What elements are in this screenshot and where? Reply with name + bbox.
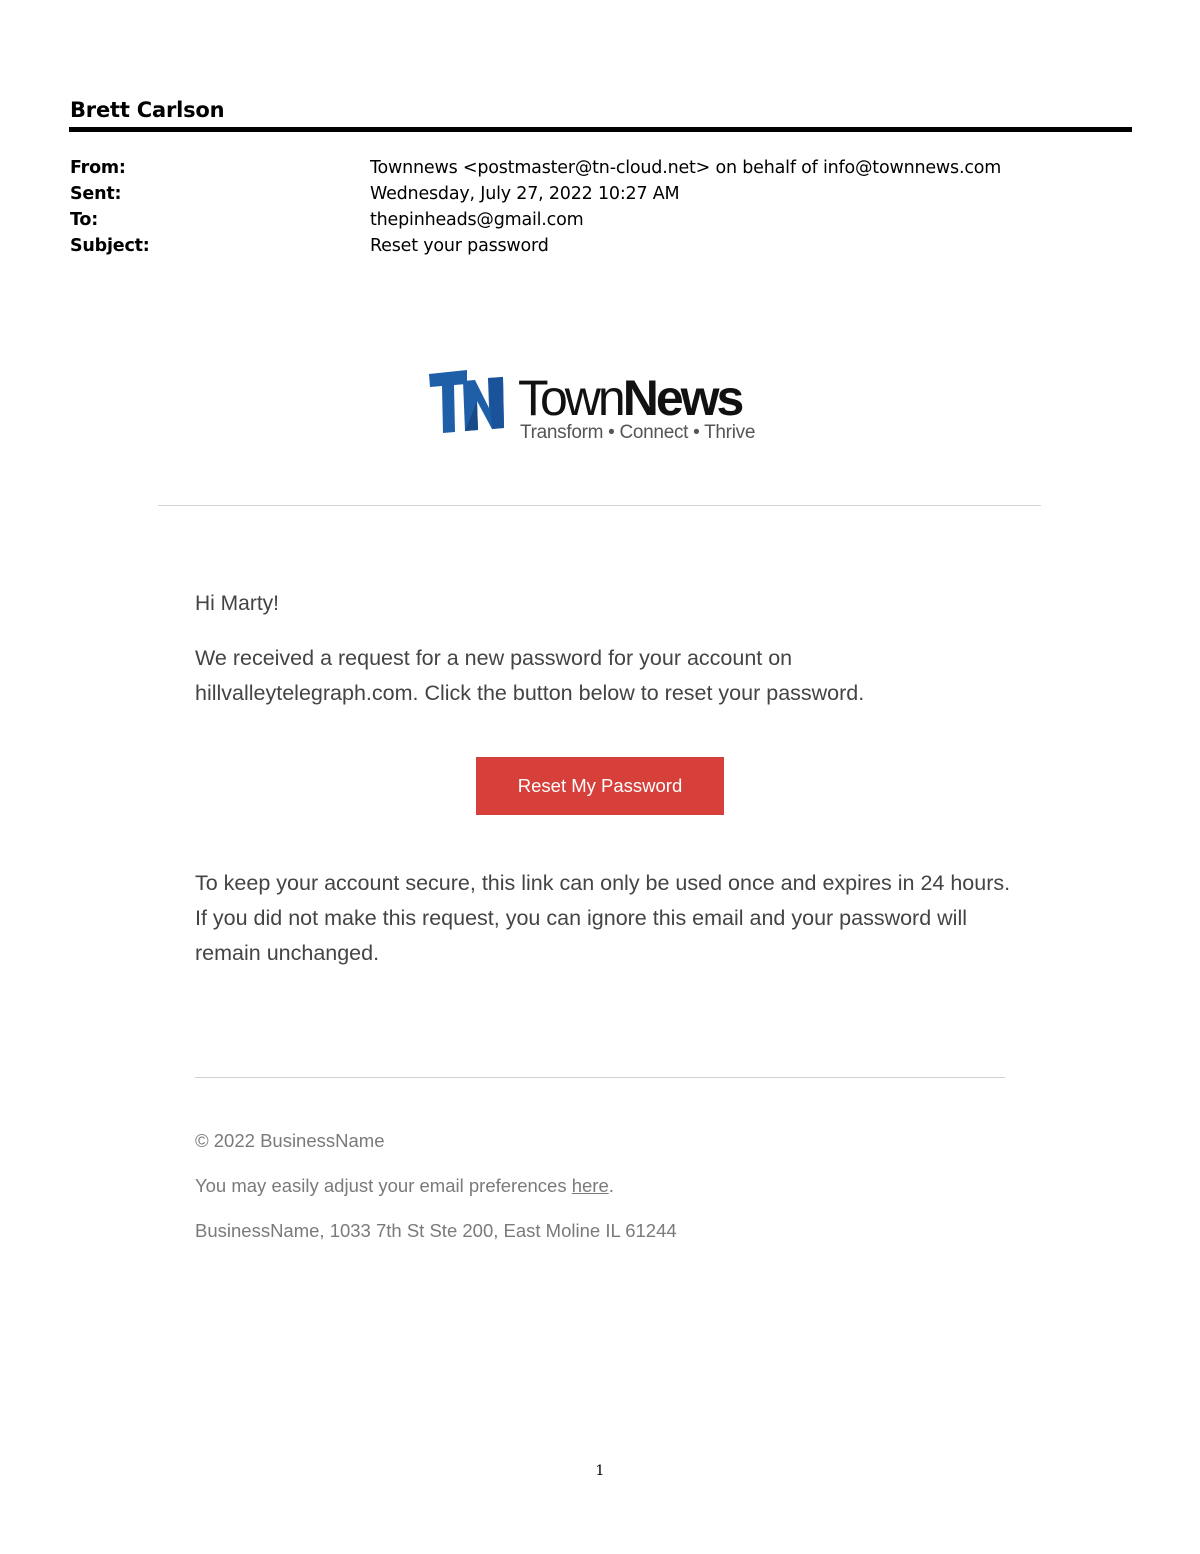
request-paragraph: We received a request for a new password for your account on hillvalleytelegraph.com. Click the button below to reset your password. xyxy=(195,646,865,705)
header-sent-row xyxy=(70,181,1132,207)
sent-label: Sent: xyxy=(70,184,122,204)
preferences-period: . xyxy=(608,1175,614,1196)
townnews-logo xyxy=(427,368,772,450)
header-subject-row xyxy=(70,233,1132,259)
sent-value: Wednesday, July 27, 2022 10:27 AM xyxy=(370,184,680,204)
to-label: To: xyxy=(70,210,99,230)
footer-preferences xyxy=(195,1173,614,1199)
header-to-row xyxy=(70,207,1132,233)
tn-mark-letters: TN xyxy=(467,410,469,411)
subject-value: Reset your password xyxy=(370,236,549,256)
preferences-text: You may easily adjust your email preferences xyxy=(195,1175,572,1196)
page-number: 1 xyxy=(595,1463,605,1479)
email-headers xyxy=(70,155,1132,259)
from-label: From: xyxy=(70,158,126,178)
footer-address: BusinessName, 1033 7th St Ste 200, East Moline IL 61244 xyxy=(195,1220,677,1241)
sheet-owner-name: Brett Carlson xyxy=(70,98,225,122)
from-value: Townnews <postmaster@tn-cloud.net> on behalf of info@townnews.com xyxy=(370,158,1002,178)
security-paragraph: To keep your account secure, this link can only be used once and expires in 24 hours. If you did not make this request, you can ignore this email and your password will remain unchanged. xyxy=(195,871,1011,965)
subject-label: Subject: xyxy=(70,236,150,256)
preferences-link[interactable]: here xyxy=(571,1175,609,1196)
to-value: thepinheads@gmail.com xyxy=(370,210,584,230)
logo-divider xyxy=(158,505,1041,506)
owner-divider xyxy=(69,127,1132,132)
tn-mark-icon xyxy=(427,370,507,436)
footer-copyright: © 2022 BusinessName xyxy=(195,1130,385,1151)
greeting: Hi Marty! xyxy=(195,592,279,615)
logo-wordmark xyxy=(518,368,741,428)
header-from-row xyxy=(70,155,1132,181)
reset-password-button[interactable]: Reset My Password xyxy=(476,757,724,815)
logo-word-town: Town xyxy=(518,370,623,426)
logo-word-news: News xyxy=(622,370,742,426)
logo-tagline: Transform • Connect • Thrive xyxy=(520,422,756,443)
footer-divider xyxy=(195,1077,1005,1078)
